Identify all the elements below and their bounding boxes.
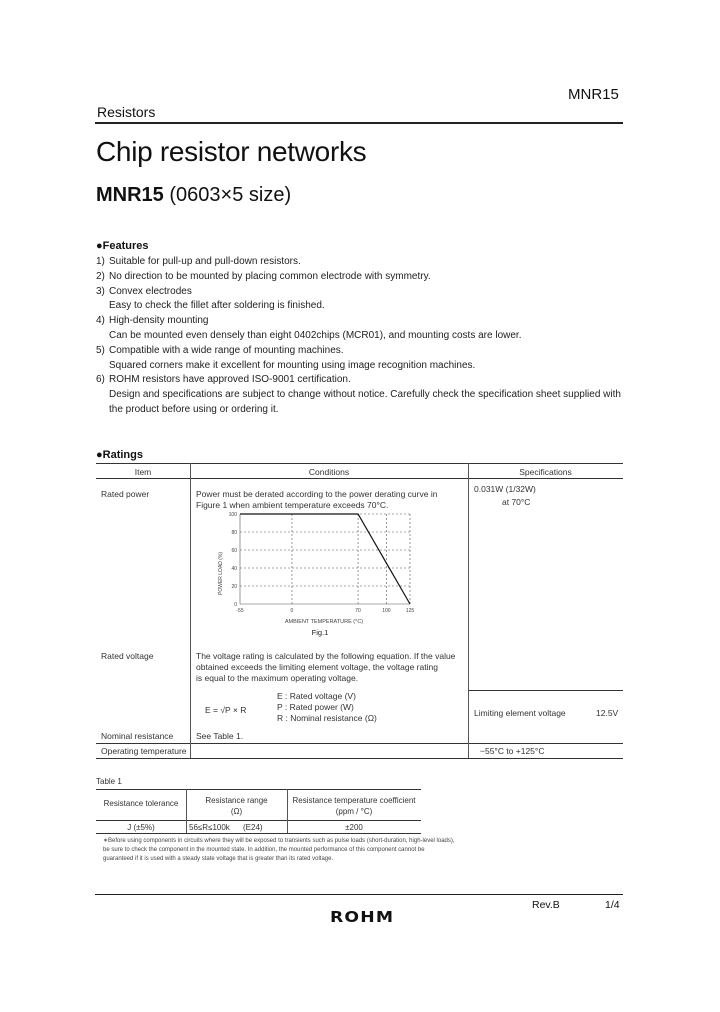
part-number: MNR15 <box>568 86 619 103</box>
feature-detail: Squared corners make it excellent for mounting using image recognition machines. <box>109 359 476 371</box>
features-list <box>96 255 626 418</box>
chart-xlabel: AMBIENT TEMPERATURE (°C) <box>284 619 364 625</box>
revision-label: Rev.B <box>532 899 560 911</box>
chart-xtick-label: 0 <box>290 608 294 614</box>
table1-col-tcr: Resistance temperature coefficient (ppm / °C) <box>292 796 416 816</box>
table1-cell-range: 56≤R≤100k <box>189 823 230 832</box>
ratings-heading: ●Ratings <box>96 449 143 461</box>
feature-item: 2) No direction to be mounted by placing common electrode with symmetry. <box>96 270 431 282</box>
chart-xtick-label: 100 <box>382 608 391 614</box>
operating-temperature-label: Operating temperature <box>101 746 187 756</box>
rated-power-temp: at 70°C <box>502 497 531 507</box>
feature-item: 6) ROHM resistors have approved ISO-9001 certification. <box>96 374 351 386</box>
footer-rule <box>95 894 623 895</box>
table1-caption: Table 1 <box>96 777 122 786</box>
col-header-conditions: Conditions <box>308 467 350 477</box>
table1-col-range: Resistance range (Ω) <box>205 796 268 816</box>
features-heading: ●Features <box>96 240 149 252</box>
feature-item: 5) Compatible with a wide range of mounting machines. <box>96 344 344 356</box>
page-title: Chip resistor networks <box>96 136 367 167</box>
chart-xtick-label: 70 <box>355 608 361 614</box>
feature-detail: Design and specifications are subject to change without notice. Carefully check the specification sheet supplied with <box>109 389 621 401</box>
table1-cell-tcr: ±200 <box>345 823 363 832</box>
nominal-resistance-conditions: See Table 1. <box>196 731 244 741</box>
header-rule <box>95 122 623 124</box>
model-name: MNR15 <box>96 184 164 206</box>
chart-ytick-label: 80 <box>231 530 237 536</box>
feature-detail: Easy to check the fillet after soldering is finished. <box>109 300 325 312</box>
rated-power-label: Rated power <box>101 489 150 499</box>
limiting-voltage-label: Limiting element voltage <box>474 708 566 718</box>
nominal-resistance-label: Nominal resistance <box>101 731 174 741</box>
chart-ytick-label: 60 <box>231 548 237 554</box>
chart-series-derating <box>240 514 410 604</box>
derating-chart <box>196 510 436 640</box>
rated-power-conditions: Power must be derated according to the power derating curve in Figure 1 when ambient temperature exceeds 70°C. <box>196 489 438 510</box>
chart-ylabel: POWER LOAD (%) <box>218 551 224 595</box>
model-size: (0603×5 size) <box>169 184 292 206</box>
feature-item: 4) High-density mounting <box>96 315 209 327</box>
table1-col-tolerance: Resistance tolerance <box>103 799 179 808</box>
operating-temperature-spec: −55°C to +125°C <box>480 746 545 756</box>
voltage-equation: E = √P × R <box>205 705 247 715</box>
chart-yticks <box>229 512 238 608</box>
table1-note: ∗Before using components in circuits where they will be exposed to transients such as pulse loads (short-duration, high-level loads), be sure to check the component in the mounted state. In addition, the mounted performance of this component cannot be guaranteed if it is used with a steady state voltage that is greater than its rated voltage. <box>103 838 455 862</box>
rated-power-spec: 0.031W (1/32W) <box>474 484 536 494</box>
rated-voltage-conditions: The voltage rating is calculated by the following equation. If the value obtained exceeds the limiting element voltage, the voltage rating is equal to the maximum operating voltage. <box>196 651 456 683</box>
chart-xtick-label: 125 <box>405 608 415 614</box>
chart-ytick-label: 100 <box>228 512 237 518</box>
feature-detail: the product before using or ordering it. <box>109 403 279 415</box>
chart-ytick-label: 0 <box>234 602 237 608</box>
chart-title: Fig.1 <box>311 628 329 637</box>
chart-xtick-label: -55 <box>236 608 244 614</box>
page-number: 1/4 <box>605 899 620 911</box>
voltage-legend: E : Rated voltage (V) P : Rated power (W) R : Nominal resistance (Ω) <box>277 691 377 723</box>
page-subtitle <box>96 184 291 207</box>
chart-ytick-label: 20 <box>231 584 237 590</box>
limiting-voltage-value: 12.5V <box>596 708 619 718</box>
category-label: Resistors <box>97 104 156 120</box>
col-header-item: Item <box>134 467 152 477</box>
feature-item: 1) Suitable for pull-up and pull-down resistors. <box>96 256 301 267</box>
feature-detail: Can be mounted even densely than eight 0402chips (MCR01), and mounting costs are lower. <box>109 329 522 341</box>
rohm-logo: ROHM <box>330 908 395 926</box>
table1-cell-series: (E24) <box>243 823 263 832</box>
col-header-specifications: Specifications <box>519 467 572 477</box>
chart-xticks <box>236 608 414 614</box>
rated-voltage-label: Rated voltage <box>101 651 154 661</box>
feature-item: 3) Convex electrodes <box>96 285 192 297</box>
table1-cell-tolerance: J (±5%) <box>127 823 155 832</box>
chart-ytick-label: 40 <box>231 566 237 572</box>
